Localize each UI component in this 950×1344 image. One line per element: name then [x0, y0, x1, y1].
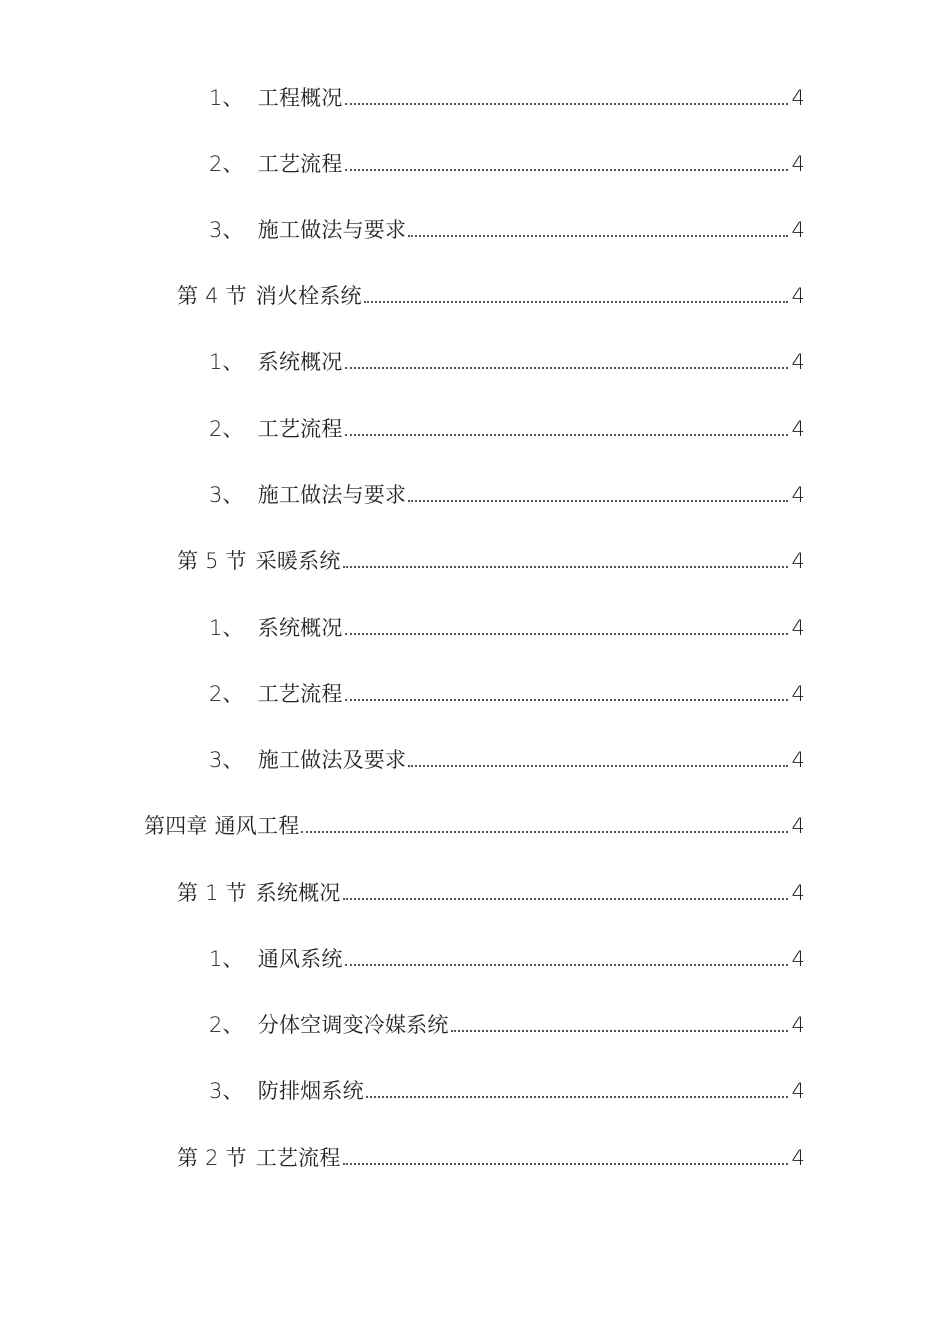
toc-entry-page: 4: [791, 748, 805, 772]
toc-entry-number: 3、: [209, 748, 244, 772]
dot-leader: [408, 765, 788, 767]
toc-entry-title: 工艺流程: [257, 417, 343, 441]
toc-entry-number: 第 5 节: [177, 549, 247, 573]
toc-entry-page: 4: [791, 1079, 805, 1103]
toc-entry-label: [209, 84, 343, 112]
toc-entry-number: 2、: [209, 152, 244, 176]
toc-entry-title: 防排烟系统: [257, 1079, 364, 1103]
toc-entry-page: 4: [791, 350, 805, 374]
toc-entry[interactable]: [209, 212, 805, 244]
dot-leader: [301, 831, 788, 833]
toc-entry-title: 通风工程: [214, 814, 300, 838]
dot-leader: [345, 633, 789, 635]
toc-entry-page: 4: [791, 152, 805, 176]
toc-entry-title: 分体空调变冷媒系统: [257, 1013, 449, 1037]
toc-entry-title: 系统概况: [257, 616, 343, 640]
toc-entry-page: 4: [791, 814, 805, 838]
toc-entry-page: 4: [791, 86, 805, 110]
toc-entry-page: 4: [791, 483, 805, 507]
toc-entry[interactable]: [209, 1007, 805, 1039]
toc-entry-label: [144, 812, 299, 840]
toc-entry[interactable]: [209, 610, 805, 642]
toc-entry[interactable]: [209, 941, 805, 973]
toc-entry-title: 工艺流程: [257, 152, 343, 176]
dot-leader: [364, 301, 789, 303]
toc-entry-page: 4: [791, 218, 805, 242]
toc-entry-label: [209, 216, 406, 244]
toc-entry-page: 4: [791, 881, 805, 905]
toc-entry-label: [209, 481, 406, 509]
dot-leader: [345, 699, 789, 701]
toc-entry[interactable]: [209, 742, 805, 774]
dot-leader: [345, 434, 789, 436]
toc-entry[interactable]: [144, 808, 805, 840]
toc-entry-label: [209, 945, 343, 973]
toc-entry-title: 采暖系统: [255, 549, 341, 573]
toc-entry-label: [209, 1011, 449, 1039]
toc-entry-title: 系统概况: [255, 881, 341, 905]
toc-entry-number: 1、: [209, 947, 244, 971]
toc-entry-number: 第 4 节: [177, 284, 247, 308]
toc-entry-number: 3、: [209, 218, 244, 242]
toc-entry-label: [209, 746, 406, 774]
toc-entry[interactable]: [177, 1140, 805, 1172]
toc-entry-number: 第四章: [144, 814, 208, 838]
toc-entry-number: 3、: [209, 483, 244, 507]
dot-leader: [366, 1096, 789, 1098]
dot-leader: [343, 566, 789, 568]
toc-entry-label: [209, 614, 343, 642]
toc-entry-label: [209, 680, 343, 708]
toc-entry[interactable]: [209, 1073, 805, 1105]
toc-entry-label: [209, 348, 343, 376]
toc-entry-number: 1、: [209, 86, 244, 110]
toc-entry-page: 4: [791, 1013, 805, 1037]
toc-entry-label: [209, 415, 343, 443]
toc-entry-page: 4: [791, 417, 805, 441]
toc-entry-page: 4: [791, 549, 805, 573]
toc-entry-number: 2、: [209, 1013, 244, 1037]
toc-entry-number: 2、: [209, 682, 244, 706]
toc-entry-title: 施工做法与要求: [257, 218, 407, 242]
toc-entry[interactable]: [177, 543, 805, 575]
dot-leader: [343, 898, 789, 900]
toc-entry-title: 消火栓系统: [255, 284, 362, 308]
toc-entry[interactable]: [209, 146, 805, 178]
dot-leader: [343, 1163, 789, 1165]
toc-entry[interactable]: [177, 875, 805, 907]
toc-entry-label: [209, 150, 343, 178]
dot-leader: [408, 500, 788, 502]
toc-entry-title: 工程概况: [257, 86, 343, 110]
toc-entry-title: 工艺流程: [255, 1146, 341, 1170]
dot-leader: [345, 367, 789, 369]
toc-entry-page: 4: [791, 682, 805, 706]
dot-leader: [451, 1030, 789, 1032]
toc-entry-page: 4: [791, 1146, 805, 1170]
dot-leader: [345, 964, 789, 966]
toc-entry-label: [177, 282, 362, 310]
toc-entry-number: 第 2 节: [177, 1146, 247, 1170]
toc-entry[interactable]: [209, 477, 805, 509]
toc-entry-label: [177, 1144, 341, 1172]
toc-entry-title: 通风系统: [257, 947, 343, 971]
toc-entry-title: 系统概况: [257, 350, 343, 374]
dot-leader: [408, 235, 788, 237]
toc-entry-number: 2、: [209, 417, 244, 441]
toc-entry[interactable]: [209, 344, 805, 376]
dot-leader: [345, 103, 789, 105]
toc-entry-page: 4: [791, 284, 805, 308]
dot-leader: [345, 169, 789, 171]
toc-entry[interactable]: [209, 676, 805, 708]
toc-entry-page: 4: [791, 947, 805, 971]
toc-entry-number: 1、: [209, 616, 244, 640]
toc-entry-title: 施工做法及要求: [257, 748, 407, 772]
toc-entry-label: [209, 1077, 364, 1105]
toc-entry-title: 施工做法与要求: [257, 483, 407, 507]
toc-entry[interactable]: [209, 80, 805, 112]
toc-entry-title: 工艺流程: [257, 682, 343, 706]
toc-entry-page: 4: [791, 616, 805, 640]
toc-entry[interactable]: [177, 278, 805, 310]
toc-entry-label: [177, 547, 341, 575]
toc-entry[interactable]: [209, 411, 805, 443]
toc-entry-number: 第 1 节: [177, 881, 247, 905]
toc-entry-number: 3、: [209, 1079, 244, 1103]
toc-entry-number: 1、: [209, 350, 244, 374]
toc-entry-label: [177, 879, 341, 907]
